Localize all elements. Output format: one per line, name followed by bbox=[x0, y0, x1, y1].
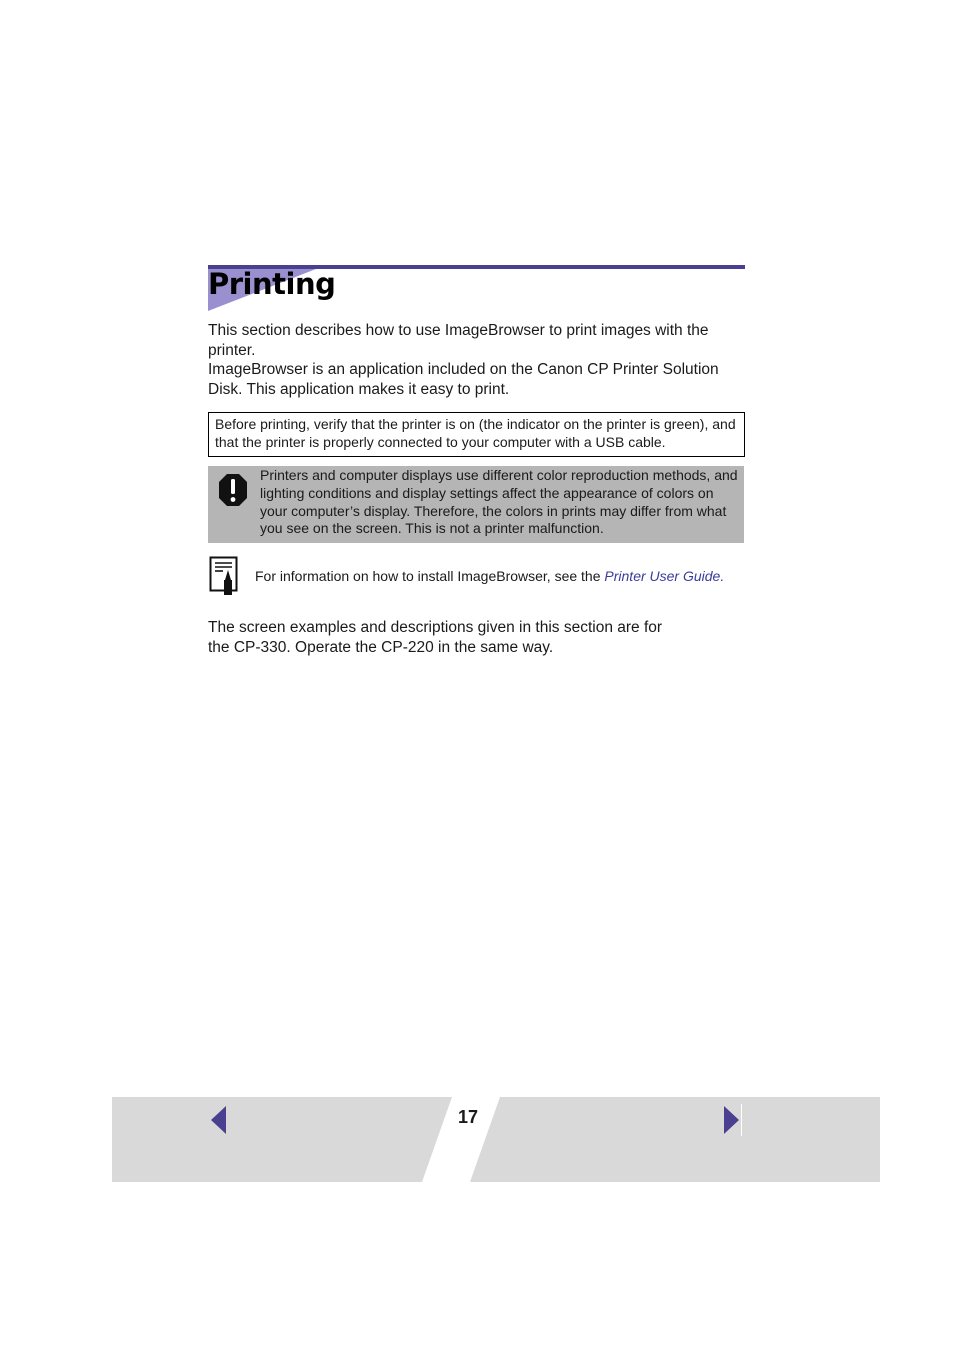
printer-user-guide-link[interactable]: Printer User Guide bbox=[604, 568, 721, 584]
notice-text: Before printing, verify that the printer is on (the indicator on the printer is green), and that the printer is properly connected to your computer with a USB cable. bbox=[215, 416, 736, 450]
caution-box bbox=[208, 466, 744, 543]
page-title: Printing bbox=[208, 267, 336, 301]
note-text bbox=[255, 567, 724, 585]
right-arrow-icon bbox=[724, 1106, 739, 1134]
notice-box bbox=[208, 412, 745, 457]
intro-text bbox=[208, 321, 748, 399]
note-text-before: For information on how to install ImageBrowser, see the bbox=[255, 568, 605, 584]
previous-page-button[interactable] bbox=[208, 1104, 230, 1136]
footer-bar bbox=[0, 1090, 954, 1190]
closing-line-2: the CP-330. Operate the CP-220 in the same way. bbox=[208, 638, 554, 656]
note-text-after: . bbox=[720, 568, 725, 584]
page-number: 17 bbox=[457, 1107, 479, 1127]
caution-icon bbox=[219, 474, 247, 506]
closing-text bbox=[208, 618, 708, 657]
intro-paragraph-2: ImageBrowser is an application included on the Canon CP Printer Solution Disk. This application makes it easy to print. bbox=[208, 361, 719, 398]
left-arrow-icon bbox=[211, 1106, 226, 1134]
note-icon bbox=[209, 556, 239, 596]
caution-text: Printers and computer displays use different color reproduction methods, and lighting conditions and display settings affect the appearance of colors on your computer’s display. Therefore, the colors in prints may differ from what you see on the screen. This is not a printer malfunction. bbox=[260, 467, 738, 537]
section-heading bbox=[208, 265, 745, 313]
intro-paragraph-1: This section describes how to use ImageBrowser to print images with the printer. bbox=[208, 322, 709, 359]
next-page-button[interactable] bbox=[720, 1104, 742, 1136]
closing-line-1: The screen examples and descriptions given in this section are for bbox=[208, 619, 663, 636]
